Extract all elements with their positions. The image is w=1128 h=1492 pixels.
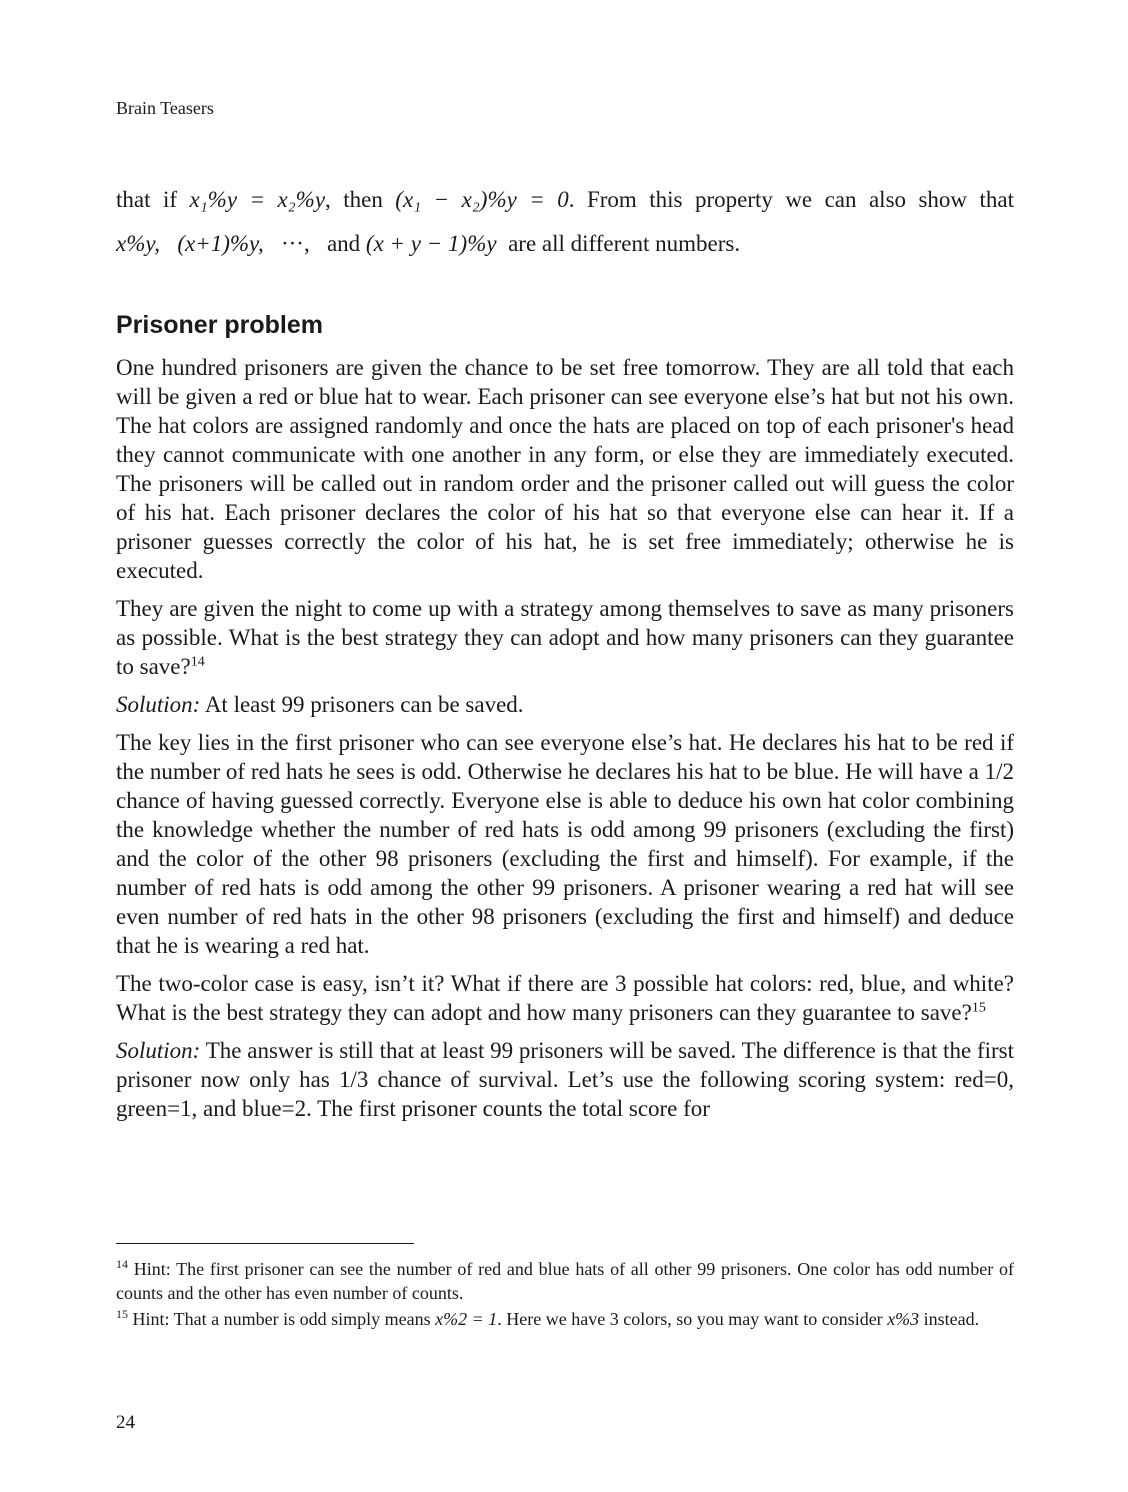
paragraph-solution-2 — [116, 1036, 1014, 1123]
question-text: They are given the night to come up with a strategy among themselves to save as many prisoners as possible. What is the best strategy they can adopt and how many prisoners can they guarantee to save? — [116, 596, 1014, 679]
footnote-ref-15: 15 — [971, 1000, 986, 1016]
solution-text: At least 99 prisoners can be saved. — [200, 692, 524, 717]
running-head: Brain Teasers — [116, 98, 214, 118]
intro-math-5: (x + y − 1)%y — [365, 231, 497, 256]
intro-text-a: that if — [116, 187, 190, 212]
section-body — [116, 353, 1014, 1132]
intro-line-2 — [116, 222, 1014, 266]
intro-text-c: . From this property we can also show that — [568, 187, 1014, 212]
footnote-15-text-b: . Here we have 3 colors, so you may want to consider — [497, 1309, 888, 1329]
intro-math-3: x%y, — [116, 231, 161, 256]
paragraph-three-colors — [116, 969, 1014, 1027]
footnote-14-text: Hint: The first prisoner can see the number of red and blue hats of all other 99 prisoners. One color has odd number of counts and the other has even number of counts. — [116, 1259, 1014, 1303]
book-page — [116, 0, 1014, 1492]
intro-continuation — [116, 178, 1014, 266]
page-number: 24 — [116, 1412, 135, 1433]
footnote-mark-15: 15 — [116, 1307, 128, 1321]
paragraph-solution-1 — [116, 690, 1014, 719]
footnote-15-text-c: instead. — [919, 1309, 980, 1329]
footnote-divider — [116, 1243, 414, 1244]
solution-text-2: The answer is still that at least 99 prisoners will be saved. The difference is that the first prisoner now only has 1/3 chance of survival. Let’s use the following scoring system: red=0, green=1, and blue=2. The first prisoner counts the total score for — [116, 1038, 1014, 1121]
intro-and: and — [326, 231, 361, 256]
intro-text-d: are all different numbers. — [508, 231, 741, 256]
footnote-15-math-2: x%3 — [887, 1309, 920, 1329]
intro-line-1 — [116, 178, 1014, 222]
solution-label-2: Solution: — [116, 1038, 201, 1063]
footnote-15 — [116, 1307, 1014, 1331]
section-title: Prisoner problem — [116, 311, 323, 339]
intro-text-b: , then — [325, 187, 396, 212]
paragraph-problem: One hundred prisoners are given the chance to be set free tomorrow. They are all told that each will be given a red or blue hat to wear. Each prisoner can see everyone else’s hat but not his own. The hat colors are assigned randomly and once the hats are placed on top of each prisoner's head they cannot communicate with one another in any form, or else they are immediately executed. The prisoners will be called out in random order and the prisoner called out will guess the color of his hat. Each prisoner declares the color of his hat so that everyone else can hear it. If a prisoner guesses correctly the color of his hat, he is set free immediately; otherwise he is executed. — [116, 355, 1014, 583]
intro-math-4: (x+1)%y, — [177, 231, 264, 256]
footnotes — [116, 1257, 1014, 1333]
intro-math-1: x₁%y = x₂%y — [189, 187, 326, 212]
footnote-15-text-a: Hint: That a number is odd simply means — [128, 1309, 436, 1329]
footnote-ref-14: 14 — [190, 654, 205, 670]
footnote-mark-14: 14 — [116, 1257, 128, 1271]
three-colors-text: The two-color case is easy, isn’t it? What if there are 3 possible hat colors: red, blue, and white? What is the best strategy they can adopt and how many prisoners can they guarantee to save? — [116, 971, 1014, 1025]
intro-math-2: (x₁ − x₂)%y = 0 — [395, 187, 569, 212]
footnote-15-math-1: x%2 = 1 — [435, 1309, 498, 1329]
intro-ellipsis: ···, — [280, 231, 310, 256]
paragraph-question — [116, 594, 1014, 681]
paragraph-explanation: The key lies in the first prisoner who can see everyone else’s hat. He declares his hat to be red if the number of red hats he sees is odd. Otherwise he declares his hat to be blue. He will have a 1/2 chance of having guessed correctly. Everyone else is able to deduce his own hat color combining the knowledge whether the number of red hats is odd among 99 prisoners (excluding the first) and the color of the other 98 prisoners (excluding the first and himself). For example, if the number of red hats is odd among the other 99 prisoners. A prisoner wearing a red hat will see even number of red hats in the other 98 prisoners (excluding the first and himself) and deduce that he is wearing a red hat. — [116, 730, 1014, 958]
footnote-14 — [116, 1257, 1014, 1305]
solution-label: Solution: — [116, 692, 201, 717]
